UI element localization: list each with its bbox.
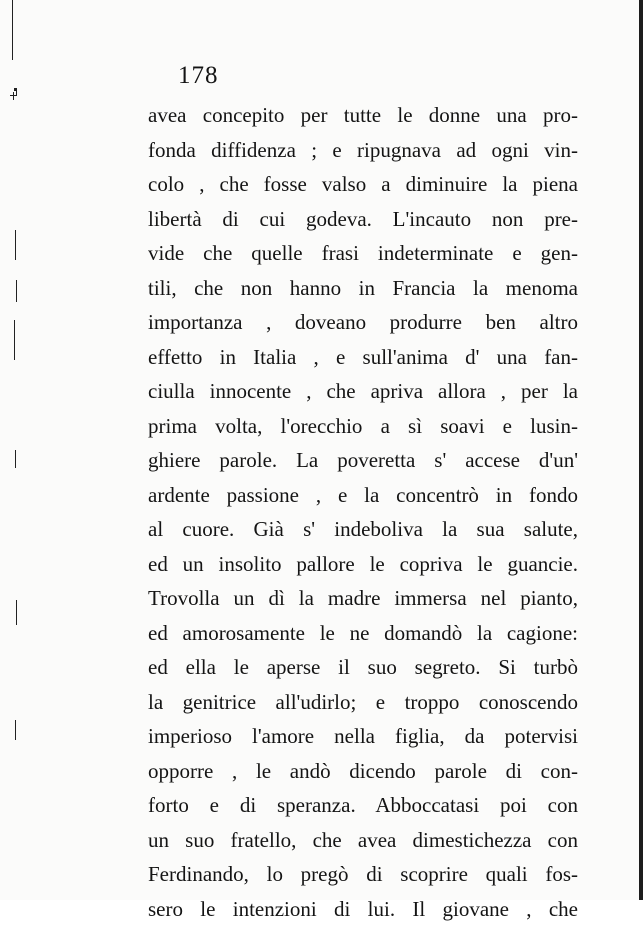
text-line: colo , che fosse valso a diminuire la piena	[148, 167, 578, 202]
text-line: la genitrice all'udirlo; e troppo conoscendo	[148, 685, 578, 720]
text-line: tili, che non hanno in Francia la menoma	[148, 271, 578, 306]
text-line: prima volta, l'orecchio a sì soavi e lusin-	[148, 409, 578, 444]
text-line: Trovolla un dì la madre immersa nel pianto,	[148, 581, 578, 616]
text-line: ardente passione , e la concentrò in fondo	[148, 478, 578, 513]
text-line: ed amorosamente le ne domandò la cagione:	[148, 616, 578, 651]
text-line: ed un insolito pallore le copriva le guancie.	[148, 547, 578, 582]
text-line: forto e di speranza. Abboccatasi poi con	[148, 788, 578, 823]
text-line: avea concepito per tutte le donne una pro-	[148, 98, 578, 133]
text-line: ciulla innocente , che apriva allora , per la	[148, 374, 578, 409]
text-line: Ferdinando, lo pregò di scoprire quali fos-	[148, 857, 578, 892]
text-line: imperioso l'amore nella figlia, da potervisi	[148, 719, 578, 754]
text-line: sero le intenzioni di lui. Il giovane , che	[148, 892, 578, 926]
text-line: un suo fratello, che avea dimestichezza con	[148, 823, 578, 858]
binding-edge	[0, 0, 24, 900]
page-right-edge	[639, 0, 643, 900]
text-line: importanza , doveano produrre ben altro	[148, 305, 578, 340]
text-line: al cuore. Già s' indeboliva la sua salute,	[148, 512, 578, 547]
text-line: effetto in Italia , e sull'anima d' una fan-	[148, 340, 578, 375]
text-line: ed ella le aperse il suo segreto. Si turbò	[148, 650, 578, 685]
text-line: opporre , le andò dicendo parole di con-	[148, 754, 578, 789]
text-line: libertà di cui godeva. L'incauto non pre-	[148, 202, 578, 237]
text-line: ghiere parole. La poveretta s' accese d'un'	[148, 443, 578, 478]
text-line: fonda diffidenza ; e ripugnava ad ogni vin-	[148, 133, 578, 168]
page-number: 178	[178, 62, 219, 90]
body-text	[148, 98, 578, 926]
text-line: vide che quelle frasi indeterminate e gen-	[148, 236, 578, 271]
